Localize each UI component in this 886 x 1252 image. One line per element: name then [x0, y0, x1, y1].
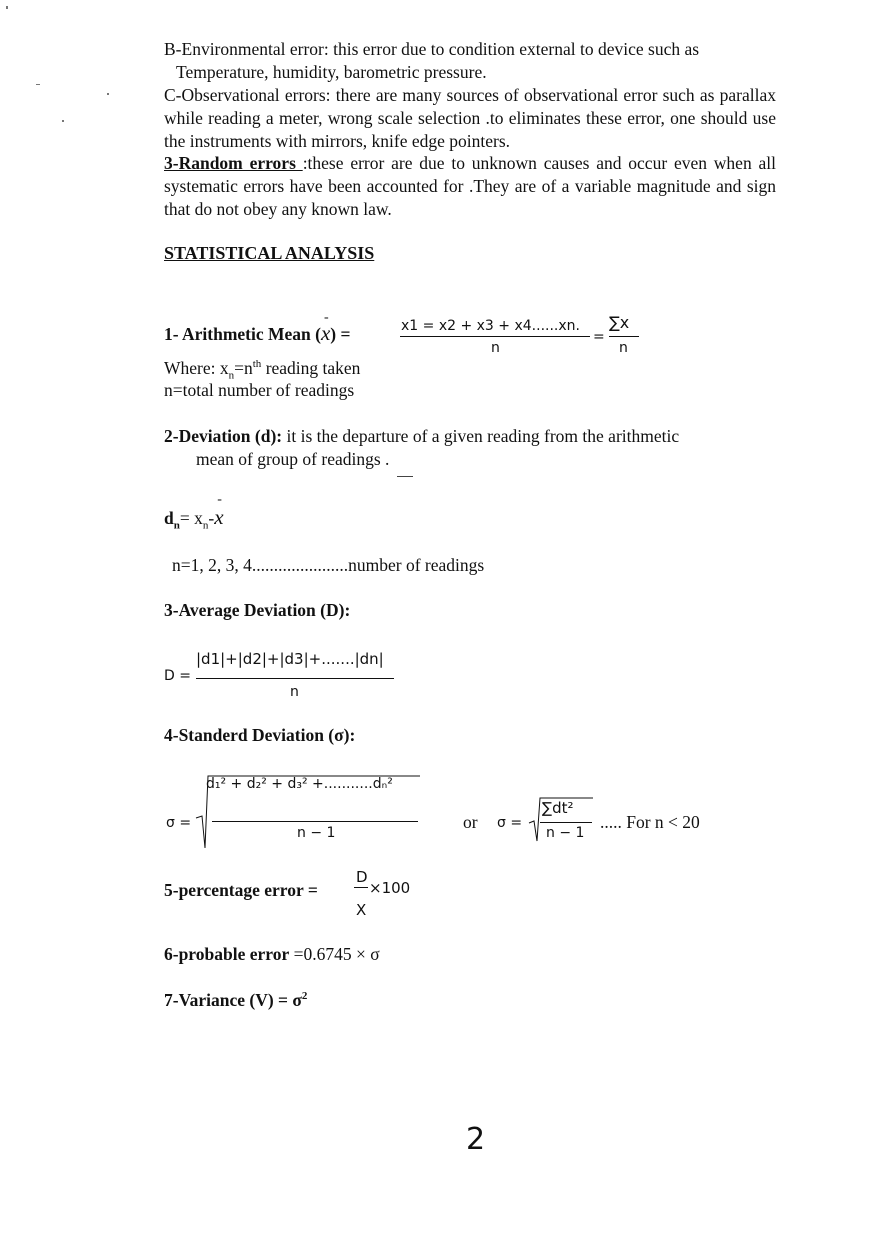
percentage-error-label: 5-percentage error =: [164, 880, 318, 900]
arithmetic-mean-text: 1- Arithmetic Mean (: [164, 324, 321, 344]
n-total-line: n=total number of readings: [164, 380, 355, 400]
average-deviation-bar: [196, 678, 394, 679]
mean-equals: =: [593, 329, 605, 345]
mean-x-symbol: - x: [320, 310, 331, 345]
average-deviation-lhs: D =: [164, 668, 191, 684]
random-errors-heading: 3-Random errors: [164, 153, 303, 173]
scan-speck: [62, 120, 64, 122]
or-text: or: [463, 812, 478, 832]
environmental-error-paragraph: [164, 38, 776, 61]
percentage-error-times: ×100: [369, 879, 411, 897]
percentage-error-bar: [354, 887, 368, 888]
mean-numerator: x1 = x2 + x3 + x4......xn.: [401, 318, 580, 334]
variance-line: 7-Variance $(V) = \sigma^2$: [164, 990, 308, 1010]
deviation-label: 2-Deviation (d):: [164, 426, 283, 446]
scan-speck: [36, 84, 40, 85]
mean-denominator: n: [491, 340, 500, 356]
sum-dt-bar: [540, 822, 592, 823]
sigma-lhs-2: σ =: [497, 815, 523, 831]
percentage-error-denominator: X: [356, 901, 367, 919]
environmental-error-continuation: Temperature, humidity, barometric pressure.: [176, 62, 487, 82]
average-deviation-denominator: n: [290, 684, 299, 700]
deviation-line: [164, 426, 776, 447]
std-deviation-bar: [212, 821, 418, 822]
environmental-error-label: B-Environmental error:: [164, 39, 329, 59]
condition-text: ..... For n < 20: [600, 812, 700, 832]
sigma-lhs: σ =: [166, 815, 192, 831]
arithmetic-mean-label: [164, 310, 351, 346]
deviation-text: it is the departure of a given reading from the arithmetic: [282, 426, 680, 446]
mean-sum-numerator: ∑x: [609, 313, 630, 332]
handwritten-mark: [397, 476, 413, 477]
scan-speck: [6, 6, 8, 9]
mean-fraction-bar: [400, 336, 590, 337]
random-errors-text: :these error are due to unknown causes and occur even when all systematic errors have been accounted for .They are of a variable magnitude and sign that do not obey any known law.: [164, 153, 776, 219]
average-deviation-label: 3-Average Deviation (D):: [164, 600, 351, 620]
page-number: 2: [466, 1122, 486, 1157]
section-title: STATISTICAL ANALYSIS: [164, 243, 375, 263]
deviation-continuation: mean of group of readings .: [196, 449, 390, 469]
n-values-line: n=1, 2, 3, 4......................number of readings: [172, 555, 485, 575]
mean-sum-bar: [609, 336, 639, 337]
scan-speck: [107, 93, 109, 95]
where-line: Where: $x_n=n^{th}$ reading taken: [164, 358, 361, 382]
environmental-error-text: this error due to condition external to device such as: [328, 39, 700, 59]
average-deviation-numerator: |d1|+|d2|+|d3|+.......|dn|: [196, 650, 384, 668]
random-errors-paragraph: [164, 152, 776, 221]
deviation-formula: $d_n= x_n-$ - x: [164, 492, 224, 532]
observational-error-paragraph: C-Observational errors: there are many sources of observational error such as parallax while reading a meter, wrong scale selection .to eliminates these error, one should use the instruments with mirrors, knife edge pointers.: [164, 85, 776, 151]
sum-dt-numerator: ∑dt²: [542, 799, 574, 817]
probable-error-line: 6-probable error =0.6745 × σ: [164, 944, 380, 964]
standard-deviation-label: 4-Standerd Deviation (σ):: [164, 725, 356, 745]
arithmetic-mean-close: ) =: [330, 324, 351, 344]
mean-sum-denominator: n: [619, 340, 628, 356]
sum-dt-denominator: n − 1: [546, 825, 585, 841]
percentage-error-numerator: D: [356, 868, 368, 886]
std-deviation-denominator: n − 1: [297, 825, 336, 841]
std-deviation-numerator: d₁² + d₂² + d₃² +...........dₙ²: [206, 776, 393, 792]
